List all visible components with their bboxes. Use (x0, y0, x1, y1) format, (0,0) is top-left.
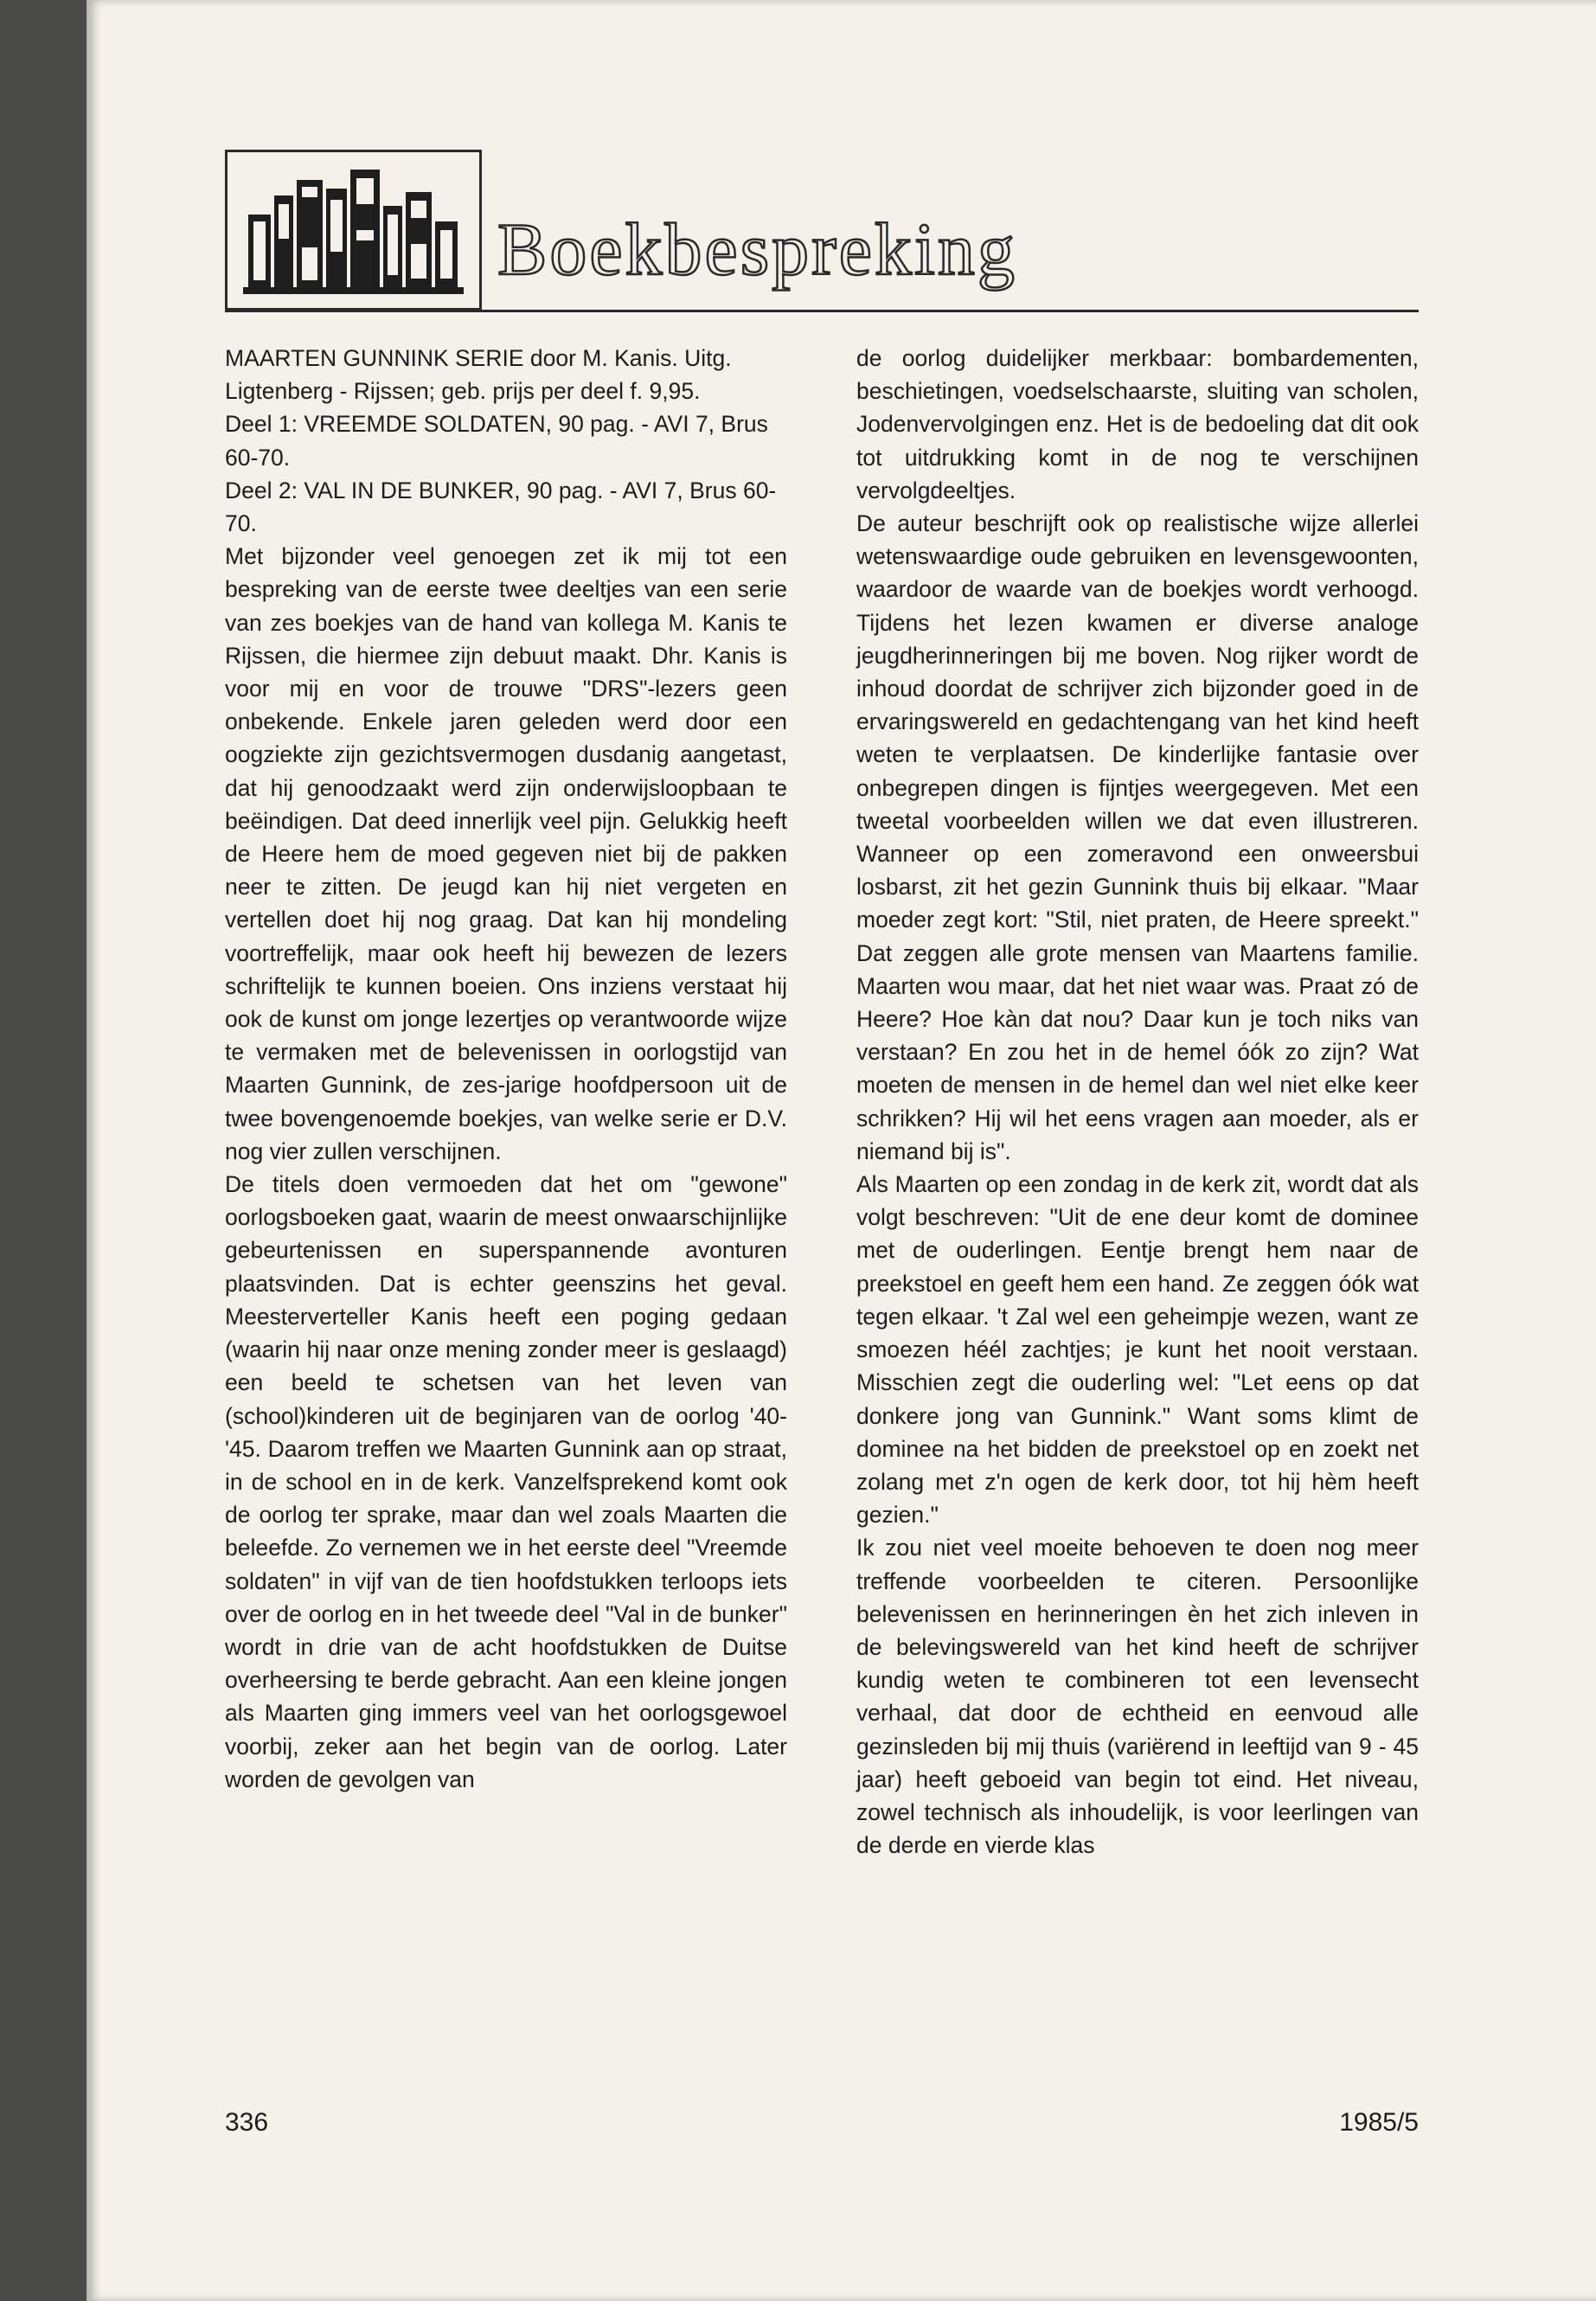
paragraph: De auteur beschrijft ook op realistische wijze allerlei wetenswaardige oude gebruiken en levensgewoonten, waardoor de waarde van de boekjes wordt verhoogd. Tijdens het lezen kwamen er diverse analoge jeugdherinneringen bij me boven. Nog rijker wordt de inhoud doordat de schrijver zich bijzonder goed in de ervaringswereld en gedachtengang van het kind heeft weten te verplaatsen. De kinderlijke fantasie over onbegrepen dingen is fijntjes weergegeven. Met een tweetal voorbeelden willen we dat even illustreren. Wanneer op een zomeravond een onweersbui losbarst, zit het gezin Gunnink thuis bij elkaar. "Maar moeder zegt kort: "Stil, niet praten, de Heere spreekt." Dat zeggen alle grote mensen van Maartens familie. Maarten wou maar, dat het niet waar was. Praat zó de Heere? Hoe kàn dat nou? Daar kun je toch niks van verstaan? En zou het in de hemel óók zo zijn? Wat moeten de mensen in de hemel dan wel niet elke keer schrikken? Hij wil het eens vragen aan moeder, als er niemand bij is". (856, 510, 1419, 1164)
paragraph: Als Maarten op een zondag in de kerk zit, wordt dat als volgt beschreven: "Uit de ene deur komt de dominee met de ouderlingen. Eentje brengt hem naar de preekstoel en geeft hem een hand. Ze zeggen óók wat tegen elkaar. 't Zal wel een geheimpje wezen, want ze smoezen héél zachtjes; je kunt het nooit verstaan. Misschien zegt die ouderling wel: "Let eens op dat donkere jong van Gunnink." Want soms klimt de dominee na het bidden de preekstoel op en zoekt net zolang met z'n ogen de kerk door, tot hij hèm heeft gezien." (856, 1171, 1419, 1529)
paragraph: De titels doen vermoeden dat het om "gewone" oorlogsboeken gaat, waarin de meest onwaarschijnlijke gebeurtenissen en superspannende avonturen plaatsvinden. Dat is echter geenszins het geval. Meesterverteller Kanis heeft een poging gedaan (waarin hij naar onze mening zonder meer is geslaagd) een beeld te schetsen van het leven van (school)kinderen uit de beginjaren van de oorlog '40-'45. Daarom treffen we Maarten Gunnink aan op straat, in de school en in de kerk. Vanzelfsprekend komt ook de oorlog ter sprake, maar dan wel zoals Maarten die beleefde. Zo vernemen we in het eerste deel "Vreemde soldaten" in vijf van de tien hoofdstukken terloops iets over de oorlog en in het tweede deel "Val in de bunker" wordt in drie van de acht hoofdstukken de Duitse overheersing te berde gebracht. Aan een kleine jongen als Maarten ging immers veel van het oorlogsgewoel voorbij, zeker aan het begin van de oorlog. Later worden de gevolgen van (225, 1171, 787, 1792)
book-series-info: MAARTEN GUNNINK SERIE door M. Kanis. Uitg. Ligtenberg - Rijssen; geb. prijs per deel f. 9,95. (225, 345, 732, 405)
paragraph: Ik zou niet veel moeite behoeven te doen nog meer treffende voorbeelden te citeren. Persoonlijke belevenissen en herinneringen èn het zich inleven in de belevingswereld van het kind heeft de schrijver kundig weten te combineren tot een levensecht verhaal, dat door de echtheid en eenvoud alle gezinsleden bij mij thuis (variërend in leeftijd van 9 - 45 jaar) heeft geboeid van begin tot eind. Het niveau, zowel technisch als inhoudelijk, is voor leerlingen van de derde en vierde klas (856, 1535, 1419, 1859)
document-page (87, 0, 1596, 2301)
bookshelf-logo-icon (225, 150, 482, 311)
volume-1-info: Deel 1: VREEMDE SOLDATEN, 90 pag. - AVI 7, Brus 60-70. (225, 411, 768, 471)
paragraph: Met bijzonder veel genoegen zet ik mij tot een bespreking van de eerste twee deeltjes van een serie van zes boekjes van de hand van kollega M. Kanis te Rijssen, die hiermee zijn debuut maakt. Dhr. Kanis is voor mij en voor de trouwe "DRS"-lezers geen onbekende. Enkele jaren geleden werd door een oogziekte zijn gezichtsvermogen dusdanig aangetast, dat hij genoodzaakt werd zijn onderwijsloopbaan te beëindigen. Dat deed innerlijk veel pijn. Gelukkig heeft de Heere hem de moed gegeven niet bij de pakken neer te zitten. De jeugd kan hij niet vergeten en vertellen doet hij nog graag. Dat kan hij mondeling voortreffelijk, maar ook heeft hij bewezen de lezers schriftelijk te kunnen boeien. Ons inziens verstaat hij ook de kunst om jonge lezertjes op verantwoorde wijze te vermaken met de belevenissen in oorlogstijd van Maarten Gunnink, de zes-jarige hoofdpersoon uit de twee bovengenoemde boekjes, van welke serie er D.V. nog vier zullen verschijnen. (225, 543, 787, 1164)
right-column (856, 342, 1419, 1862)
issue-number: 1985/5 (1339, 2108, 1419, 2137)
page-number: 336 (225, 2108, 269, 2137)
volume-2-info: Deel 2: VAL IN DE BUNKER, 90 pag. - AVI 7, Brus 60-70. (225, 477, 777, 537)
page-title: Boekbespreking (497, 208, 1017, 291)
header-divider (225, 310, 1419, 312)
paragraph: de oorlog duidelijker merkbaar: bombardementen, beschietingen, voedselschaarste, sluiting van scholen, Jodenvervolgingen enz. Het is de bedoeling dat dit ook tot uitdrukking komt in de nog te verschijnen vervolgdeeltjes. (856, 345, 1419, 503)
section-header (225, 150, 1419, 314)
left-column (225, 342, 787, 1796)
